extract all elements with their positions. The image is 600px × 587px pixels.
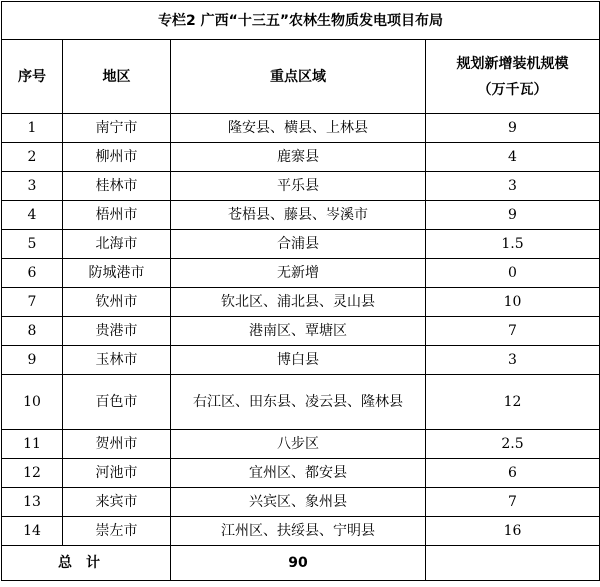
cell-no: 3 (2, 172, 63, 201)
cell-city: 河池市 (63, 459, 171, 488)
cell-city: 来宾市 (63, 488, 171, 517)
header-capacity-line1: 规划新增装机规模 (456, 55, 569, 72)
table-row (2, 201, 600, 230)
cell-no: 11 (2, 430, 63, 459)
cell-capacity: 9 (426, 201, 600, 230)
cell-capacity: 16 (426, 517, 600, 546)
table-row (2, 346, 600, 375)
cell-area: 宜州区、都安县 (171, 459, 426, 488)
cell-city: 百色市 (63, 375, 171, 430)
cell-capacity: 1.5 (426, 230, 600, 259)
cell-capacity: 3 (426, 172, 600, 201)
cell-no: 5 (2, 230, 63, 259)
header-no: 序号 (2, 40, 63, 114)
cell-capacity: 9 (426, 114, 600, 143)
cell-capacity: 2.5 (426, 430, 600, 459)
total-empty (426, 546, 600, 581)
cell-capacity: 12 (426, 375, 600, 430)
table-row (2, 230, 600, 259)
cell-capacity: 7 (426, 488, 600, 517)
cell-area: 钦北区、浦北县、灵山县 (171, 288, 426, 317)
cell-area: 江州区、扶绥县、宁明县 (171, 517, 426, 546)
table-row (2, 459, 600, 488)
cell-city: 贵港市 (63, 317, 171, 346)
cell-capacity: 4 (426, 143, 600, 172)
cell-no: 7 (2, 288, 63, 317)
table-row (2, 430, 600, 459)
project-layout-table (1, 1, 600, 581)
total-value: 90 (171, 546, 426, 581)
cell-area: 无新增 (171, 259, 426, 288)
cell-capacity: 10 (426, 288, 600, 317)
cell-area: 合浦县 (171, 230, 426, 259)
header-area: 重点区域 (171, 40, 426, 114)
cell-area (171, 375, 426, 430)
total-label (2, 546, 171, 581)
table-row (2, 375, 600, 430)
cell-city: 崇左市 (63, 517, 171, 546)
cell-area: 苍梧县、藤县、岑溪市 (171, 201, 426, 230)
table-row (2, 517, 600, 546)
table-row (2, 259, 600, 288)
cell-area: 隆安县、横县、上林县 (171, 114, 426, 143)
cell-area: 八步区 (171, 430, 426, 459)
table-row (2, 114, 600, 143)
cell-city: 北海市 (63, 230, 171, 259)
cell-city: 防城港市 (63, 259, 171, 288)
cell-capacity: 7 (426, 317, 600, 346)
cell-city: 南宁市 (63, 114, 171, 143)
table-row (2, 288, 600, 317)
header-capacity (426, 40, 600, 114)
table-row (2, 143, 600, 172)
cell-city: 桂林市 (63, 172, 171, 201)
table-title: 专栏2 广西“十三五”农林生物质发电项目布局 (2, 2, 600, 40)
cell-city: 玉林市 (63, 346, 171, 375)
header-city: 地区 (63, 40, 171, 114)
table-row (2, 317, 600, 346)
cell-capacity: 0 (426, 259, 600, 288)
cell-no: 2 (2, 143, 63, 172)
cell-area: 鹿寨县 (171, 143, 426, 172)
cell-no: 10 (2, 375, 63, 430)
cell-area: 兴宾区、象州县 (171, 488, 426, 517)
cell-no: 9 (2, 346, 63, 375)
cell-area-text: 右江区、田东县、凌云县、隆林县 (193, 393, 403, 410)
header-capacity-line2: （万千瓦） (477, 81, 548, 98)
cell-no: 1 (2, 114, 63, 143)
cell-no: 12 (2, 459, 63, 488)
cell-no: 4 (2, 201, 63, 230)
table-body (2, 114, 600, 546)
total-label-text: 总计 (58, 555, 114, 571)
cell-no: 6 (2, 259, 63, 288)
table-row (2, 488, 600, 517)
cell-no: 14 (2, 517, 63, 546)
cell-city: 柳州市 (63, 143, 171, 172)
cell-city: 梧州市 (63, 201, 171, 230)
cell-area: 博白县 (171, 346, 426, 375)
cell-city: 贺州市 (63, 430, 171, 459)
table-row (2, 172, 600, 201)
cell-capacity: 3 (426, 346, 600, 375)
cell-area: 港南区、覃塘区 (171, 317, 426, 346)
cell-capacity: 6 (426, 459, 600, 488)
cell-area: 平乐县 (171, 172, 426, 201)
cell-no: 8 (2, 317, 63, 346)
cell-city: 钦州市 (63, 288, 171, 317)
cell-no: 13 (2, 488, 63, 517)
